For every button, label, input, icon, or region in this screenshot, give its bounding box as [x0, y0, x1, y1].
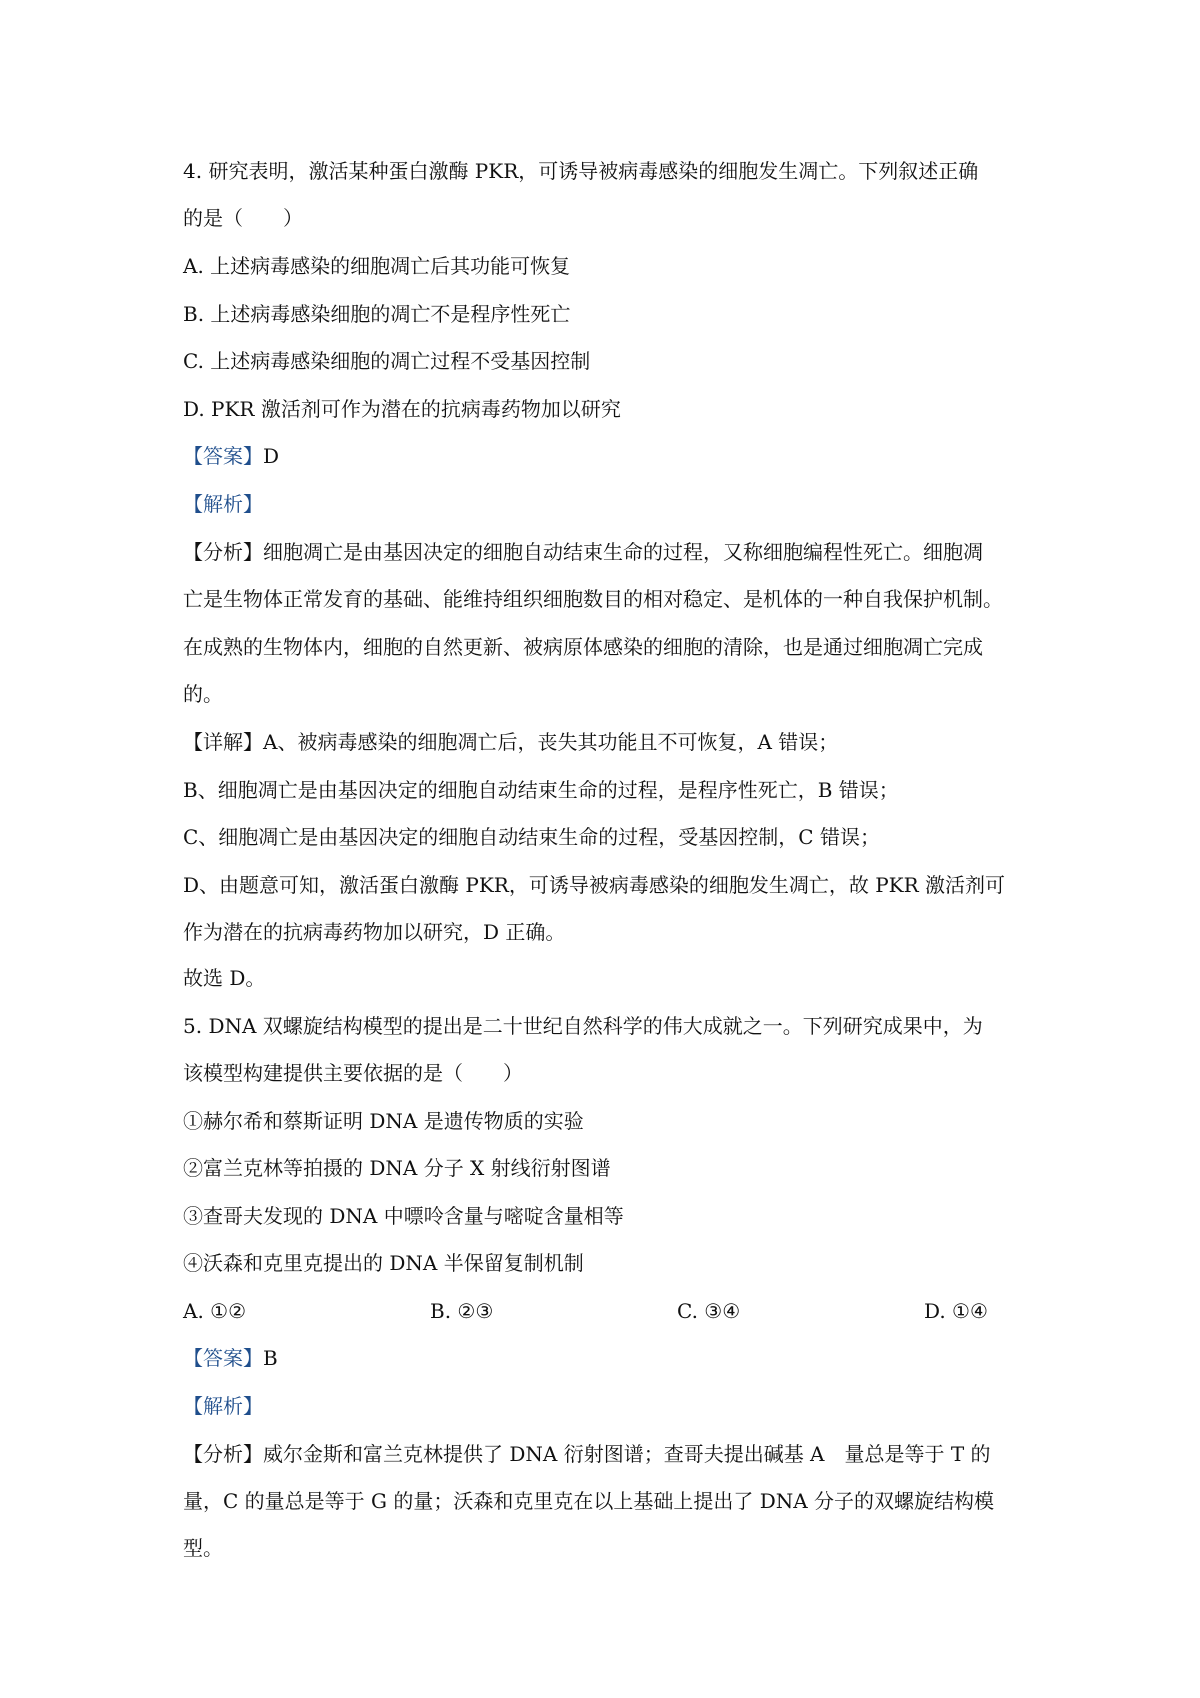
- q4-conclusion: 故选 D。: [183, 966, 266, 990]
- q4-fenxi-line-1: [183, 538, 1023, 566]
- q4-xiangjie-line-2: B、细胞凋亡是由基因决定的细胞自动结束生命的过程，是程序性死亡，B 错误；: [183, 778, 899, 802]
- q5-fenxi-line-1: [183, 1440, 1023, 1468]
- q5-answer-line: [183, 1344, 1023, 1372]
- fenxi-tag: 【分析】: [183, 1442, 263, 1466]
- q4-stem-line-2: 的是（ ）: [183, 206, 303, 230]
- q5-answer-value: B: [263, 1346, 278, 1370]
- answer-tag: 【答案】: [183, 444, 263, 468]
- analysis-tag: 【解析】: [183, 1394, 263, 1418]
- fenxi-tag: 【分析】: [183, 540, 263, 564]
- q4-xiangjie-line-3: C、细胞凋亡是由基因决定的细胞自动结束生命的过程，受基因控制，C 错误；: [183, 825, 880, 849]
- q4-fenxi-line-4: 的。: [183, 682, 223, 706]
- q4-option-d: D. PKR 激活剂可作为潜在的抗病毒药物加以研究: [183, 397, 621, 421]
- q4-option-c: C. 上述病毒感染细胞的凋亡过程不受基因控制: [183, 349, 591, 373]
- q5-fenxi-line-2: 量，C 的量总是等于 G 的量；沃森和克里克在以上基础上提出了 DNA 分子的双螺旋结构模: [183, 1489, 995, 1513]
- q5-fenxi-text-1: 威尔金斯和富兰克林提供了 DNA 衍射图谱；查哥夫提出碱基 A 量总是等于 T 的: [263, 1442, 991, 1466]
- q5-fenxi-line-3: 型。: [183, 1536, 223, 1560]
- q4-answer-line: [183, 442, 1023, 470]
- q5-stem-line-1: 5. DNA 双螺旋结构模型的提出是二十世纪自然科学的伟大成就之一。下列研究成果中，为: [183, 1014, 983, 1038]
- q4-fenxi-line-2: 亡是生物体正常发育的基础、能维持组织细胞数目的相对稳定、是机体的一种自我保护机制。: [183, 587, 1003, 611]
- q4-answer-value: D: [263, 444, 280, 468]
- q5-option-a: A. ①②: [183, 1299, 247, 1323]
- q4-stem-line-1: 4. 研究表明，激活某种蛋白激酶 PKR，可诱导被病毒感染的细胞发生凋亡。下列叙述正确: [183, 159, 979, 183]
- answer-tag: 【答案】: [183, 1346, 263, 1370]
- q5-option-d: D. ①④: [924, 1299, 988, 1323]
- q5-stem-line-2: 该模型构建提供主要依据的是（ ）: [183, 1061, 523, 1085]
- q4-xiangjie-line-5: 作为潜在的抗病毒药物加以研究，D 正确。: [183, 920, 566, 944]
- q4-analysis-heading: [183, 490, 1023, 518]
- q4-xiangjie-line-4: D、由题意可知，激活蛋白激酶 PKR，可诱导被病毒感染的细胞发生凋亡，故 PKR 激活剂可: [183, 873, 1006, 897]
- q4-fenxi-line-3: 在成熟的生物体内，细胞的自然更新、被病原体感染的细胞的清除，也是通过细胞凋亡完成: [183, 635, 983, 659]
- q5-item-2: ②富兰克林等拍摄的 DNA 分子 X 射线衍射图谱: [183, 1156, 611, 1180]
- q5-option-b: B. ②③: [430, 1299, 494, 1323]
- analysis-tag: 【解析】: [183, 492, 263, 516]
- q5-analysis-heading: [183, 1392, 1023, 1420]
- q4-xiangjie-line-1: [183, 728, 1023, 756]
- q4-xiangjie-text-1: A、被病毒感染的细胞凋亡后，丧失其功能且不可恢复，A 错误；: [263, 730, 839, 754]
- q4-fenxi-text-1: 细胞凋亡是由基因决定的细胞自动结束生命的过程，又称细胞编程性死亡。细胞凋: [263, 540, 983, 564]
- q4-option-a: A. 上述病毒感染的细胞凋亡后其功能可恢复: [183, 254, 571, 278]
- q5-option-c: C. ③④: [677, 1299, 741, 1323]
- q5-item-3: ③查哥夫发现的 DNA 中嘌呤含量与嘧啶含量相等: [183, 1204, 624, 1228]
- q4-option-b: B. 上述病毒感染细胞的凋亡不是程序性死亡: [183, 302, 571, 326]
- q5-item-1: ①赫尔希和蔡斯证明 DNA 是遗传物质的实验: [183, 1109, 584, 1133]
- q5-item-4: ④沃森和克里克提出的 DNA 半保留复制机制: [183, 1251, 584, 1275]
- xiangjie-tag: 【详解】: [183, 730, 263, 754]
